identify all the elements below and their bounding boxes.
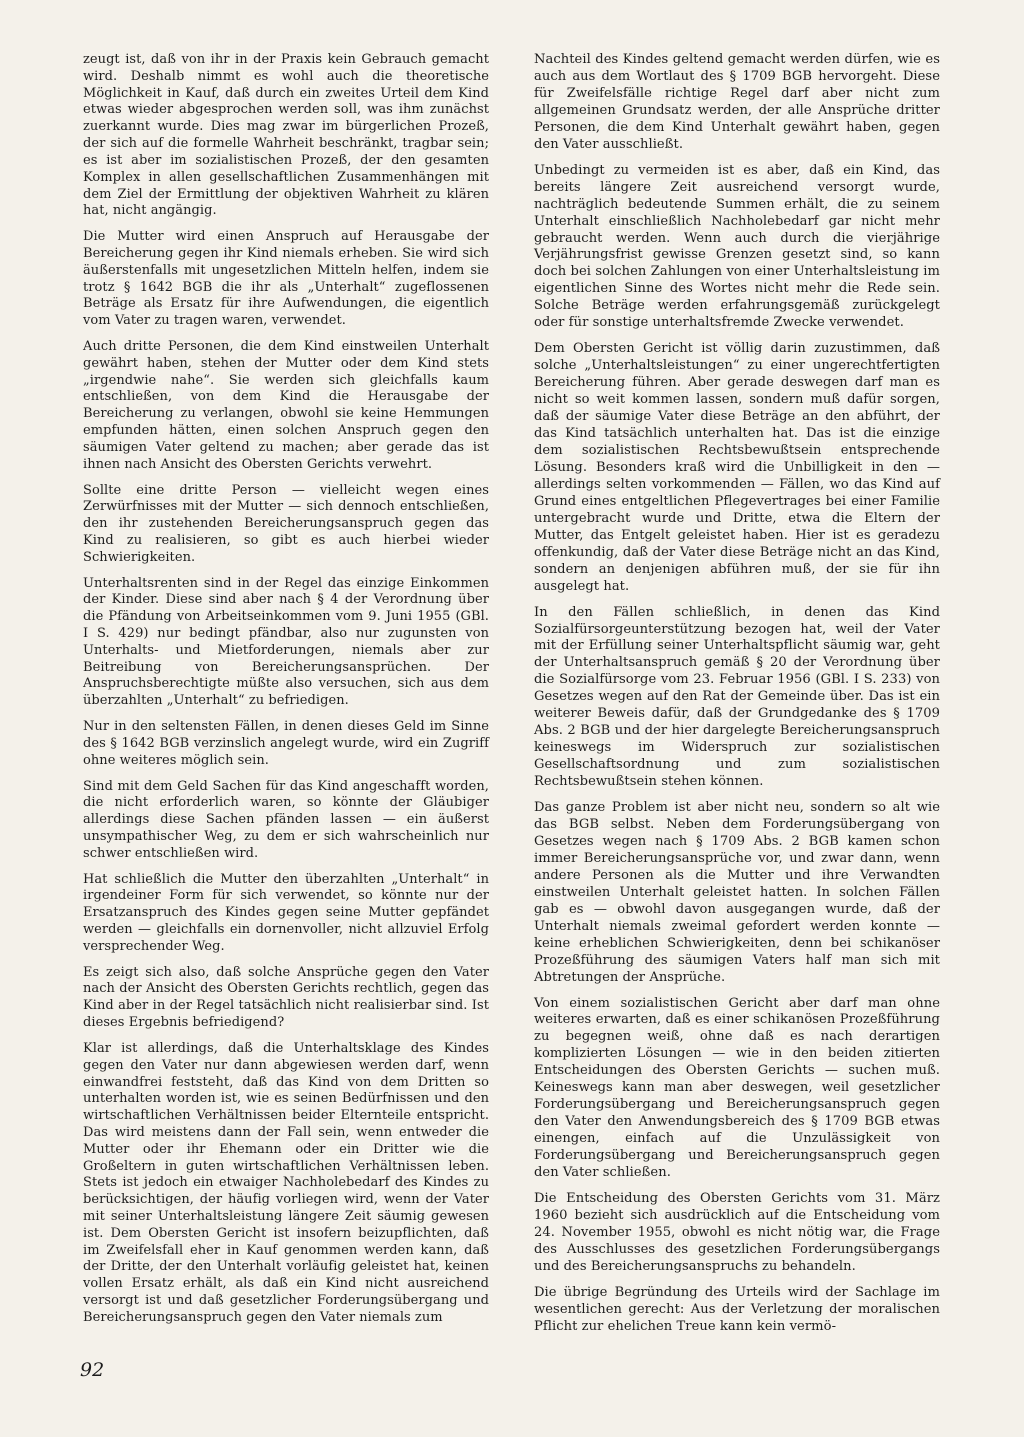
paragraph: Nachteil des Kindes geltend gemacht werden dürfen, wie es auch aus dem Wortlaut des § 1709 BGB hervorgeht. Diese für Zweifelsfälle richtige Regel darf aber nicht zum allgemeinen Grundsatz werden, der alle Ansprüche dritter Personen, die dem Kind Unterhalt gewährt haben, gegen den Vater ausschließt. (534, 52, 940, 152)
paragraph: Die Mutter wird einen Anspruch auf Herausgabe der Bereicherung gegen ihr Kind niemals erheben. Sie wird sich äußerstenfalls mit ungesetzlichen Mitteln helfen, indem sie trotz § 1642 BGB die ihr als „Unterhalt“ zugeflossenen Beträge als Ersatz für ihre Aufwendungen, die eigentlich vom Vater zu tragen waren, verwendet. (83, 229, 489, 329)
paragraph: Dem Obersten Gericht ist völlig darin zuzustimmen, daß solche „Unterhaltsleistungen“ zu einer ungerechtfertigten Bereicherung führen. Aber gerade deswegen darf man es nicht so weit kommen lassen, sondern muß dafür sorgen, daß der säumige Vater diese Beträge an den abführt, der das Kind tatsächlich unterhalten hat. Das ist die einzige dem sozialistischen Rechtsbewußtsein entsprechende Lösung. Besonders kraß wird die Unbilligkeit in den — allerdings selten vorkommenden — Fällen, wo das Kind auf Grund eines entgeltlichen Pflegevertrages bei einer Familie untergebracht wurde und Dritte, etwa die Eltern der Mutter, das Entgelt geleistet haben. Hier ist es geradezu offenkundig, daß der Vater diese Beträge nicht an das Kind, sondern an denjenigen abführen muß, der sie für ihn ausgelegt hat. (534, 341, 940, 594)
paragraph: Die Entscheidung des Obersten Gerichts vom 31. März 1960 bezieht sich ausdrücklich auf die Entscheidung vom 24. November 1955, obwohl es nicht nötig war, die Frage des Ausschlusses des gesetzlichen Forderungsübergangs und des Bereicherungsanspruchs zu behandeln. (534, 1191, 940, 1274)
paragraph: Sollte eine dritte Person — vielleicht wegen eines Zerwürfnisses mit der Mutter — sich dennoch entschließen, den ihr zustehenden Bereicherungsanspruch gegen das Kind zu realisieren, so gibt es auch hierbei wieder Schwierigkeiten. (83, 482, 489, 565)
paragraph: Unterhaltsrenten sind in der Regel das einzige Einkommen der Kinder. Diese sind aber nach § 4 der Verordnung über die Pfändung von Arbeitseinkommen vom 9. Juni 1955 (GBl. I S. 429) nur bedingt pfändbar, also nur zugunsten von Unterhalts- und Mietforderungen, niemals aber zur Beitreibung von Bereicherungsansprüchen. Der Anspruchsberechtigte müßte also versuchen, sich aus dem überzahlten „Unterhalt“ zu befriedigen. (83, 575, 489, 709)
paragraph: In den Fällen schließlich, in denen das Kind Sozialfürsorgeunterstützung bezogen hat, weil der Vater mit der Erfüllung seiner Unterhaltspflicht säumig war, geht der Unterhaltsanspruch gemäß § 20 der Verordnung über die Sozialfürsorge vom 23. Februar 1956 (GBl. I S. 233) von Gesetzes wegen auf den Rat der Gemeinde über. Das ist ein weiterer Beweis dafür, daß der Grundgedanke des § 1709 Abs. 2 BGB und der hier dargelegte Bereicherungsanspruch keineswegs im Widerspruch zur sozialistischen Gesellschaftsordnung und zum sozialistischen Rechtsbewußtsein stehen können. (534, 604, 940, 790)
paragraph: Auch dritte Personen, die dem Kind einstweilen Unterhalt gewährt haben, stehen der Mutter oder dem Kind stets „irgendwie nahe“. Sie werden sich gleichfalls kaum entschließen, von dem Kind die Herausgabe der Bereicherung zu verlangen, obwohl sie keine Hemmungen empfunden hätten, einen solchen Anspruch gegen den säumigen Vater geltend zu machen; aber gerade das ist ihnen nach Ansicht des Obersten Gerichts verwehrt. (83, 339, 489, 472)
paragraph: Von einem sozialistischen Gericht aber darf man ohne weiteres erwarten, daß es einer schikanösen Prozeßführung zu begegnen weiß, ohne daß es nach derartigen komplizierten Lösungen — wie in den beiden zitierten Entscheidungen des Obersten Gerichts — suchen muß. Keineswegs kann man aber deswegen, weil gesetzlicher Forderungsübergang und Bereicherungsanspruch gegen den Vater den Anwendungsbereich des § 1709 BGB etwas einengen, einfach auf die Unzulässigkeit von Forderungsübergang und Bereicherungsanspruch gegen den Vater schließen. (534, 995, 940, 1181)
paragraph: Hat schließlich die Mutter den überzahlten „Unterhalt“ in irgendeiner Form für sich verwendet, so könnte nur der Ersatzanspruch des Kindes gegen seine Mutter gepfändet werden — gleichfalls ein dornenvoller, nicht allzuviel Erfolg versprechender Weg. (83, 871, 489, 954)
paragraph: Nur in den seltensten Fällen, in denen dieses Geld im Sinne des § 1642 BGB verzinslich angelegt wurde, wird ein Zugriff ohne weiteres möglich sein. (83, 719, 489, 768)
right-column (534, 52, 940, 1345)
left-column (83, 52, 489, 1336)
paragraph: Die übrige Begründung des Urteils wird der Sachlage im wesentlichen gerecht: Aus der Verletzung der moralischen Pflicht zur ehelichen Treue kann kein vermö- (534, 1284, 940, 1334)
page-number: 92 (80, 1359, 105, 1381)
paragraph: Sind mit dem Geld Sachen für das Kind angeschafft worden, die nicht erforderlich waren, so könnte der Gläubiger allerdings diese Sachen pfänden lassen — ein äußerst unsympathischer Weg, zu dem er sich wahrscheinlich nur schwer entschließen wird. (83, 778, 489, 861)
paragraph: Unbedingt zu vermeiden ist es aber, daß ein Kind, das bereits längere Zeit ausreichend versorgt wurde, nachträglich bedeutende Summen erhält, die zu seinem Unterhalt einschließlich Nachholebedarf gar nicht mehr gebraucht werden. Wenn auch durch die vierjährige Verjährungsfrist gewisse Grenzen gesetzt sind, so kann doch bei solchen Zahlungen von einer Unterhaltsleistung im eigentlichen Sinne des Wortes nicht mehr die Rede sein. Solche Beträge werden erfahrungsgemäß zurückgelegt oder für sonstige unterhaltsfremde Zwecke verwendet. (534, 162, 940, 331)
paragraph: zeugt ist, daß von ihr in der Praxis kein Gebrauch gemacht wird. Deshalb nimmt es wohl auch die theoretische Möglichkeit in Kauf, daß durch ein zweites Urteil dem Kind etwas wieder abgesprochen werden soll, was ihm zunächst zuerkannt wurde. Dies mag zwar im bürgerlichen Prozeß, der sich auf die formelle Wahrheit beschränkt, tragbar sein; es ist aber im sozialistischen Prozeß, der den gesamten Komplex in allen gesellschaftlichen Zusammenhängen mit dem Ziel der Ermittlung der objektiven Wahrheit zu klären hat, nicht angängig. (83, 52, 489, 219)
paragraph: Es zeigt sich also, daß solche Ansprüche gegen den Vater nach der Ansicht des Obersten Gerichts rechtlich, gegen das Kind aber in der Regel tatsächlich nicht realisierbar sind. Ist dieses Ergebnis befriedigend? (83, 964, 489, 1031)
paragraph: Das ganze Problem ist aber nicht neu, sondern so alt wie das BGB selbst. Neben dem Forderungsübergang von Gesetzes wegen nach § 1709 Abs. 2 BGB kamen schon immer Bereicherungsansprüche vor, und zwar dann, wenn andere Personen als die Mutter und ihre Verwandten einstweilen Unterhalt geleistet hatten. In solchen Fällen gab es — obwohl davon ausgegangen wurde, daß der Unterhalt niemals zweimal gefordert werden konnte — keine erheblichen Schwierigkeiten, denn bei schikanöser Prozeßführung des säumigen Vaters half man sich mit Abtretungen der Ansprüche. (534, 800, 940, 985)
paragraph: Klar ist allerdings, daß die Unterhaltsklage des Kindes gegen den Vater nur dann abgewiesen werden darf, wenn einwandfrei feststeht, daß das Kind von dem Dritten so unterhalten worden ist, wie es seinen Bedürfnissen und den wirtschaftlichen Verhältnissen beider Elternteile entspricht. Das wird meistens dann der Fall sein, wenn entweder die Mutter oder ihr Ehemann oder ein Dritter wie die Großeltern in guten wirtschaftlichen Verhältnissen leben. Stets ist jedoch ein etwaiger Nachholebedarf des Kindes zu berücksichtigen, der häufig vorliegen wird, wenn der Vater mit seiner Unterhaltsleistung längere Zeit säumig gewesen ist. Dem Obersten Gericht ist insofern beizupflichten, daß im Zweifelsfall eher in Kauf genommen werden kann, daß der Dritte, der den Unterhalt vorläufig geleistet hat, keinen vollen Ersatz erhält, als daß ein Kind nicht ausreichend versorgt ist und daß gesetzlicher Forderungsübergang und Bereicherungsanspruch gegen den Vater niemals zum (83, 1040, 489, 1325)
